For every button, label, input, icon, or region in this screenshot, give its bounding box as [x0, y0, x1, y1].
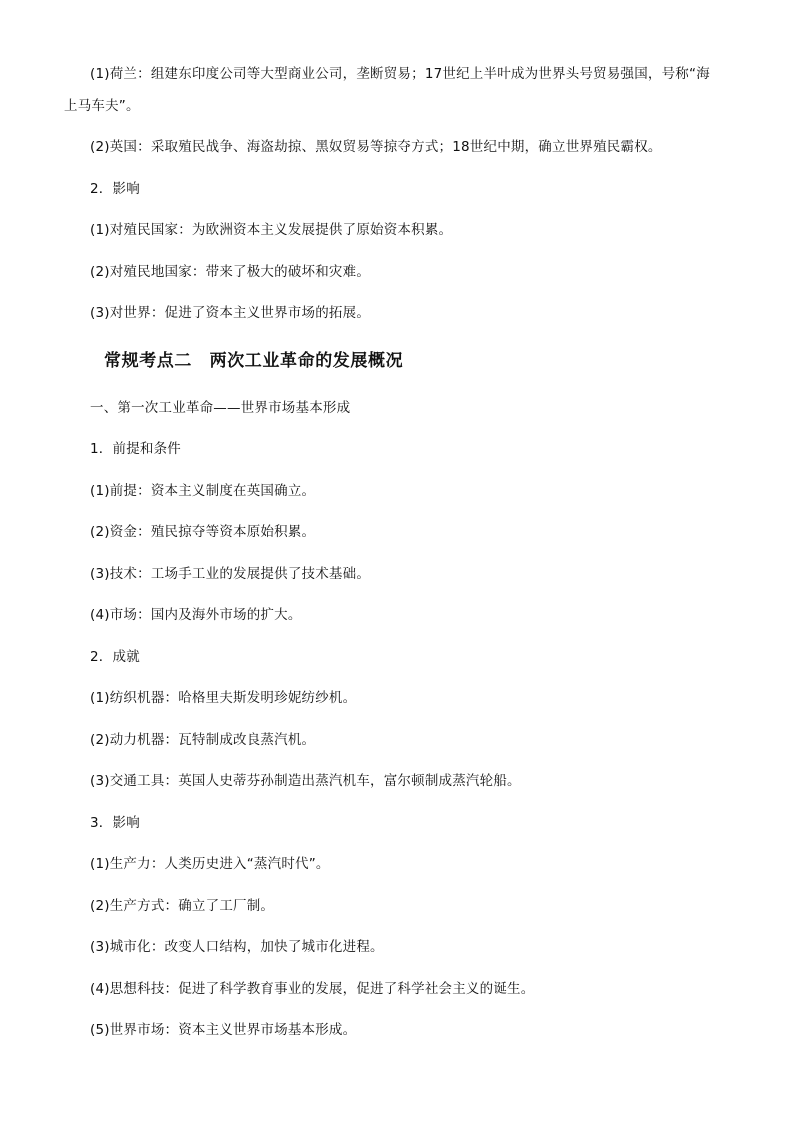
impact-item-1: (1)对殖民国家：为欧洲资本主义发展提供了原始资本积累。: [90, 222, 453, 238]
achievement-item-2: (2)动力机器：瓦特制成改良蒸汽机。: [90, 732, 316, 748]
effect-item-2: (2)生产方式：确立了工厂制。: [90, 898, 275, 914]
achievement-item-1: (1)纺织机器：哈格里夫斯发明珍妮纺纱机。: [90, 690, 357, 706]
effect-item-3: (3)城市化：改变人口结构，加快了城市化进程。: [90, 939, 384, 955]
effect-item-5: (5)世界市场：资本主义世界市场基本形成。: [90, 1022, 357, 1038]
premise-item-1: (1)前提：资本主义制度在英国确立。: [90, 483, 316, 499]
premise-heading: 1．前提和条件: [90, 441, 181, 457]
effect-item-1: (1)生产力：人类历史进入“蒸汽时代”。: [90, 856, 330, 872]
effect-item-4: (4)思想科技：促进了科学教育事业的发展，促进了科学社会主义的诞生。: [90, 981, 535, 997]
section-title: 常规考点二 两次工业革命的发展概况: [104, 351, 404, 371]
achievement-heading: 2．成就: [90, 649, 140, 665]
premise-item-4: (4)市场：国内及海外市场的扩大。: [90, 607, 302, 623]
netherlands-paragraph-line-1: (1)荷兰：组建东印度公司等大型商业公司，垄断贸易；17世纪上半叶成为世界头号贸易强国，号称“海: [90, 66, 710, 82]
effect-heading: 3．影响: [90, 815, 140, 831]
britain-paragraph: (2)英国：采取殖民战争、海盗劫掠、黑奴贸易等掠夺方式；18世纪中期，确立世界殖民霸权。: [90, 139, 662, 155]
netherlands-paragraph-line-2: 上马车夫”。: [64, 98, 140, 114]
impact-item-3: (3)对世界：促进了资本主义世界市场的拓展。: [90, 305, 371, 321]
first-revolution-heading: 一、第一次工业革命——世界市场基本形成: [90, 400, 351, 416]
premise-item-3: (3)技术：工场手工业的发展提供了技术基础。: [90, 566, 371, 582]
achievement-item-3: (3)交通工具：英国人史蒂芬孙制造出蒸汽机车，富尔顿制成蒸汽轮船。: [90, 773, 521, 789]
premise-item-2: (2)资金：殖民掠夺等资本原始积累。: [90, 524, 316, 540]
impact-item-2: (2)对殖民地国家：带来了极大的破坏和灾难。: [90, 264, 371, 280]
impact-heading: 2．影响: [90, 181, 140, 197]
